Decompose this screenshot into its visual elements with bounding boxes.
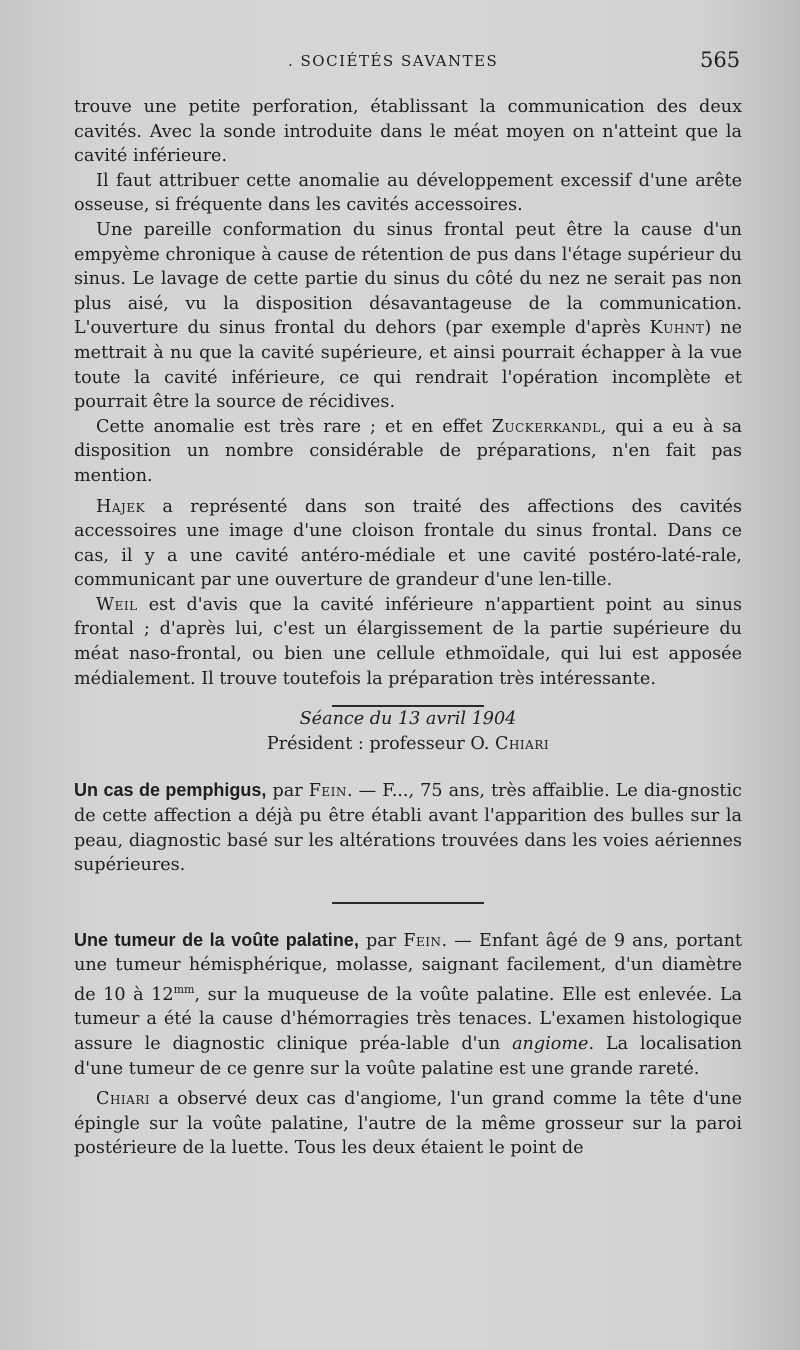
case-text: , sur la muqueuse de la voûte palatine. Elle est enlevée. La tumeur a été la cause d'hémorragies très tenaces. L'examen histologique assure le diagnostic clinique préa-lable d'un: [74, 984, 743, 1055]
paragraph-anomalie: Il faut attribuer cette anomalie au développement excessif d'une arête osseuse, si fréquente dans les cavités accessoires.: [74, 170, 742, 216]
paragraph-perforation: trouve une petite perforation, établissant la communication des deux cavités. Avec la sonde introduite dans le méat moyen on n'atteint que la cavité inférieure.: [74, 97, 742, 167]
author-name: Zuckerkandl: [491, 416, 601, 437]
author-name: Weil: [96, 594, 138, 615]
body-text: [74, 95, 742, 1161]
president-label: Président : professeur O.: [266, 733, 495, 754]
unit-superscript: mm: [173, 983, 195, 996]
paragraph-text: est d'avis que la cavité inférieure n'appartient point au sinus frontal ; d'après lui, c'est un élargissement de la partie supérieure du méat naso-frontal, ou bien une cellule ethmoïdale, qui lui est apposée médialement. Il trouve toutefois la préparation très intéressante.: [74, 594, 742, 689]
case-by: par: [358, 930, 404, 951]
author-name: Kuhnt: [649, 318, 705, 339]
paragraph-weil: [74, 593, 742, 691]
paragraph-text: a représenté dans son traité des affections des cavités accessoires une image d'une cloison frontale du sinus frontal. Dans ce cas, il y a une cavité antéro-médiale et une cavité postéro-laté-rale, communicant par une ouverture de grandeur d'une len-tille.: [74, 496, 742, 591]
author-name: Hajek: [96, 496, 146, 517]
page-header: [0, 48, 800, 78]
case-tumeur: [74, 928, 742, 1081]
paragraph-hajek: [74, 495, 742, 593]
section-divider: [332, 902, 484, 904]
paragraph-chiari: [74, 1087, 742, 1161]
paragraph-text: ) ne mettrait à nu que la cavité supérieure, et ainsi pourrait échapper à la vue toute la cavité inférieure, ce qui rendrait l'opération incomplète et pourrait être la source de récidives.: [74, 318, 742, 413]
paragraph-text: , qui a eu à sa disposition un nombre considérable de préparations, n'en fait pas mention.: [74, 416, 742, 486]
page-number: 565: [700, 48, 741, 72]
session-president: [74, 732, 742, 757]
italic-term: angiome: [512, 1034, 589, 1055]
paragraph-rare: [74, 415, 742, 489]
case-by: par: [266, 781, 309, 802]
case-pemphigus: [74, 778, 742, 877]
author-name: Chiari: [96, 1089, 151, 1110]
author-name: Fein: [403, 930, 442, 951]
running-head: . SOCIÉTÉS SAVANTES: [288, 52, 499, 70]
case-text: . — F..., 75 ans, très affaiblie. Le dia-gnostic de cette affection a déjà pu être établi avant l'apparition des bulles sur la peau, diagnostic basé sur les altérations trouvées dans les voies aériennes supérieures.: [74, 781, 742, 876]
paragraph-text: Une pareille conformation du sinus frontal peut être la cause d'un empyème chronique à cause de rétention de pus dans l'étage supérieur du sinus. Le lavage de cette partie du sinus du côté du nez ne serait pas non plus aisé, vu la disposition désavantageuse de la communication. L'ouverture du sinus frontal du dehors (par exemple d'après: [74, 219, 742, 339]
paragraph-text: Cette anomalie est très rare ; et en effet: [96, 416, 492, 437]
case-heading: Un cas de pemphigus,: [74, 780, 267, 801]
author-name: Fein: [308, 781, 347, 802]
session-title: Séance du 13 avril 1904: [299, 709, 517, 730]
case-text: . — Enfant âgé de 9 ans, portant une tumeur hémisphérique, molasse, saignant facilement, d'un diamètre de 10 à 12: [74, 930, 742, 1005]
president-name: Chiari: [494, 733, 550, 754]
paragraph-conformation: [74, 218, 742, 415]
case-heading: Une tumeur de la voûte palatine,: [74, 929, 359, 950]
paragraph-text: a observé deux cas d'angiome, l'un grand comme la tête d'une épingle sur la voûte palatine, l'autre de la même grosseur sur la paroi postérieure de la luette. Tous les deux étaient le point de: [74, 1089, 742, 1159]
case-text: . La localisation d'une tumeur de ce genre sur la voûte palatine est une grande rareté.: [74, 1034, 742, 1079]
